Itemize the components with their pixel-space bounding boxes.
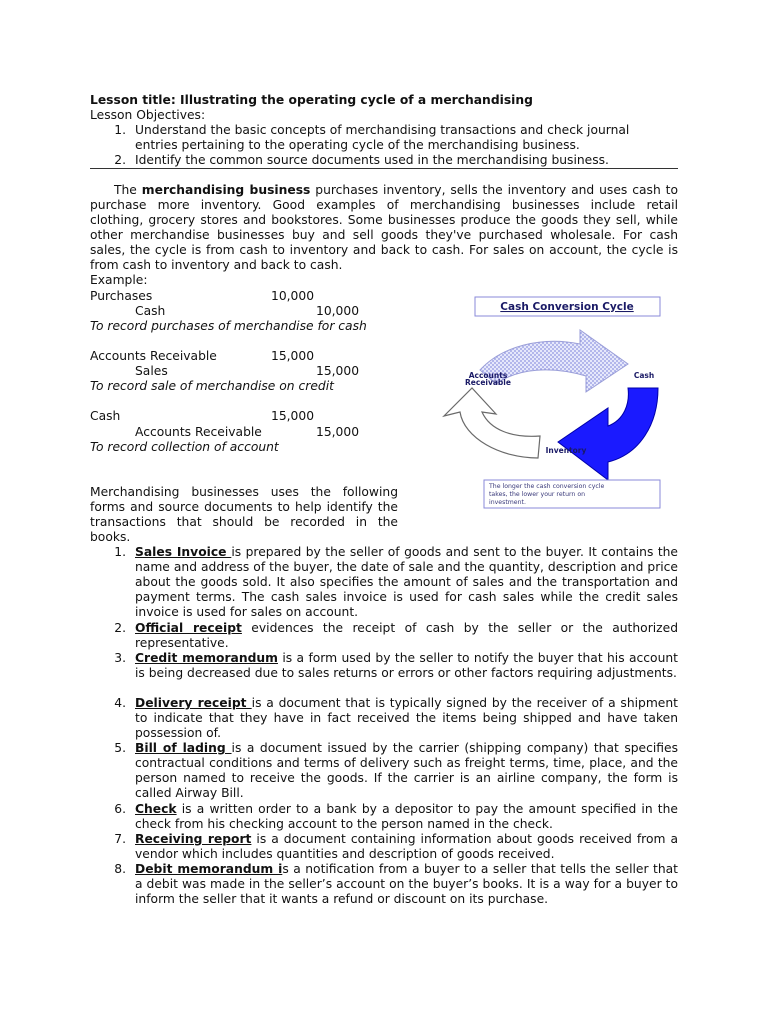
document-number: 8. [114,862,126,876]
document-number: 4. [114,696,126,710]
objectives-label: Lesson Objectives: [90,108,206,122]
intro-line: clothing, grocery stores and bookstores. Some businesses produce the goods they sell, while [90,213,678,227]
intro-line: sales, the cycle is from cash to inventory and back to cash. For sales on account, the cycle is [90,243,678,257]
document-term: Receiving report [135,832,252,846]
journal-debit-amount: 15,000 [271,409,315,423]
journal-credit-amount: 15,000 [316,364,360,378]
journal-credit-account: Sales [135,364,168,378]
document-number: 7. [114,832,126,846]
label-accounts: Accounts [468,371,508,380]
document-description: is prepared by the seller of goods and sent to the buyer. It contains the name and address of the buyer, the date of sale and the quantity, description and price about the goods sold. It also specifies the amount of sales and the transportation and payment terms. The cash sales invoice is used for cash sales while the credit sales invoice is used for sales on account. [135,545,678,619]
document-item-receiving-report [135,832,678,862]
document-term: Debit memorandum i [135,862,283,876]
intro-term: merchandising business [141,183,311,197]
document-term: Official receipt [135,621,242,635]
journal-note: To record sale of merchandise on credit [90,379,334,393]
intro-rest: purchases inventory, sells the inventory and uses cash to [310,183,679,197]
document-description: is a form used by the seller to notify the buyer that his account is being decreased due to sales returns or errors or other factors requiring adjustments. [135,651,678,680]
lesson-title: Lesson title: Illustrating the operating cycle of a merchandising [90,93,533,107]
journal-credit-account: Cash [135,304,166,318]
document-item-credit-memorandum [135,651,678,681]
document-term: Check [135,802,177,816]
document-description: evidences the receipt of cash by the seller or the authorized representative. [135,621,678,650]
intro-line: from cash to inventory and back to cash. [90,258,343,272]
document-description: is a written order to a bank by a depositor to pay the amount specified in the check from his checking account to the person named in the check. [135,802,678,831]
document-number: 5. [114,741,126,755]
document-number: 3. [114,651,126,665]
document-term: Bill of lading [135,741,232,755]
inventory-to-receivable-arrow [444,388,540,458]
intro-line [90,183,678,198]
journal-note: To record purchases of merchandise for cash [90,319,367,333]
document-term: Credit memorandum [135,651,278,665]
example-label: Example: [90,273,148,287]
journal-debit-account: Accounts Receivable [90,349,217,363]
label-receivable: Receivable [465,378,511,387]
journal-debit-amount: 15,000 [271,349,315,363]
document-item-bill-of-lading [135,741,678,801]
journal-debit-amount: 10,000 [271,289,315,303]
document-term: Delivery receipt [135,696,252,710]
document-item-delivery-receipt [135,696,678,741]
document-term: Sales Invoice [135,545,232,559]
diagram-caption-line: takes, the lower your return on [489,491,586,498]
journal-credit-amount: 15,000 [316,425,360,439]
journal-note: To record collection of account [90,440,279,454]
divider-rule [90,168,678,169]
document-item-sales-invoice [135,545,678,620]
objective-number: 1. [114,123,126,137]
forms-intro-line: books. [90,530,131,544]
intro-line: other merchandise businesses buy and sell goods they've purchased wholesale. For cash [90,228,678,242]
objective-text: Identify the common source documents used in the merchandising business. [135,153,609,167]
journal-debit-account: Cash [90,409,121,423]
objective-text-cont: entries pertaining to the operating cycle of the merchandising business. [135,138,580,152]
journal-debit-account: Purchases [90,289,153,303]
journal-credit-account: Accounts Receivable [135,425,262,439]
intro-line: purchase more inventory. Good examples of merchandising businesses include retail [90,198,678,212]
forms-intro-line: transactions that should be recorded in the [90,515,398,529]
objective-text: Understand the basic concepts of merchandising transactions and check journal [135,123,630,137]
document-item-check [135,802,678,832]
forms-intro-line: Merchandising businesses uses the following [90,485,398,499]
intro-lead: The [114,183,142,197]
document-number: 1. [114,545,126,559]
cash-conversion-cycle-diagram [440,292,672,518]
diagram-caption-line: investment. [489,499,526,506]
diagram-caption-line: The longer the cash conversion cycle [489,483,605,490]
objective-number: 2. [114,153,126,167]
document-number: 6. [114,802,126,816]
document-description: is a document containing information about goods received from a vendor which includes quantities and description of goods received. [135,832,678,861]
forms-intro-line: forms and source documents to help identify the [90,500,398,514]
document-description: is a document that is typically signed by the receiver of a shipment to indicate that they have in fact received the items being shipped and have taken possession of. [135,696,678,740]
document-item-debit-memorandum [135,862,678,907]
document-description: s a notification from a buyer to a seller that tells the seller that a debit was made in the seller’s account on the buyer’s books. It is a way for a buyer to inform the seller that it wants a refund or discount on its purchase. [135,862,679,906]
document-number: 2. [114,621,126,635]
label-inventory: Inventory [545,446,587,455]
document-item-official-receipt [135,621,678,651]
cash-to-inventory-arrow [558,388,658,480]
document-description: is a document issued by the carrier (shipping company) that specifies contractual conditions and terms of delivery such as freight terms, time, place, and the person named to receive the goods. If the carrier is an airline company, the form is called Airway Bill. [135,741,678,800]
label-cash: Cash [633,371,655,380]
diagram-title: Cash Conversion Cycle [500,301,634,313]
journal-credit-amount: 10,000 [316,304,360,318]
